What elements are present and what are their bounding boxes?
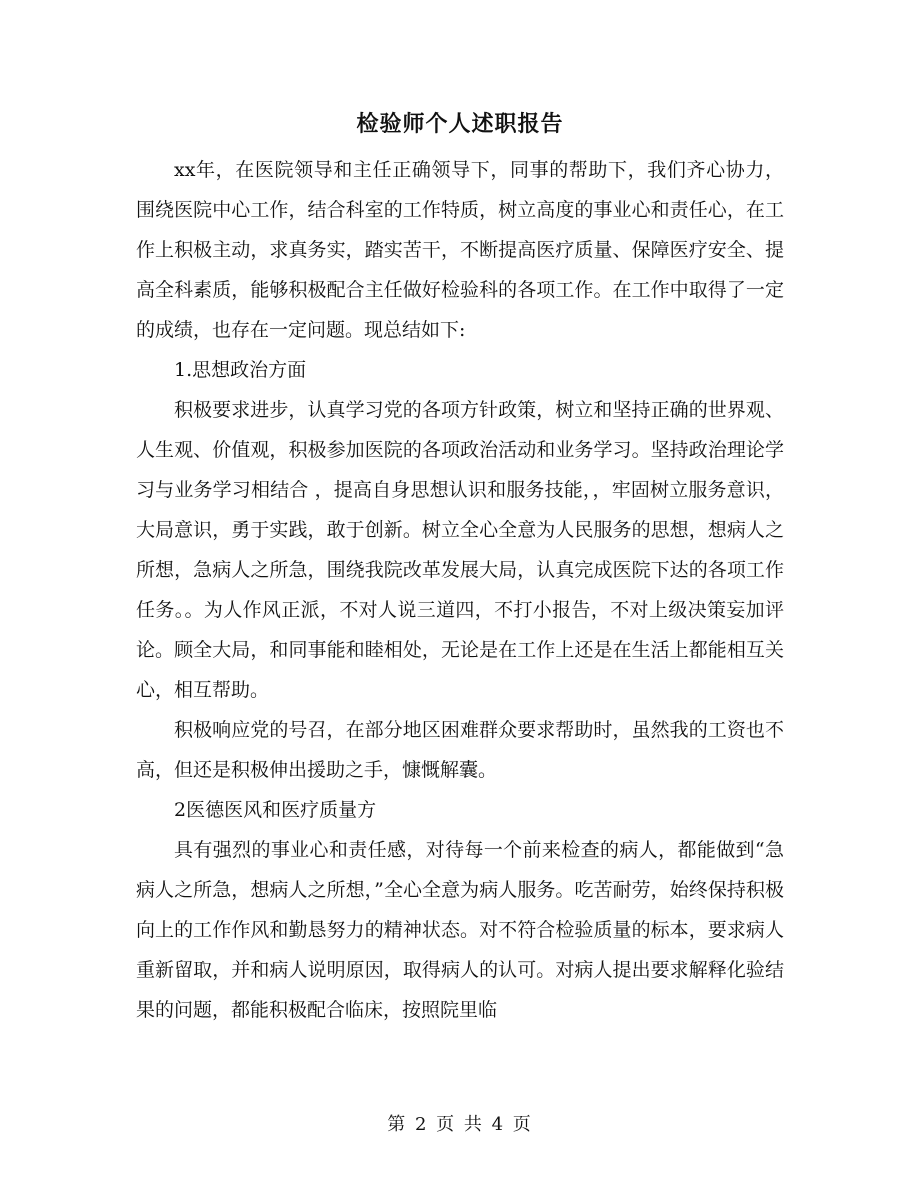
document-title: 检验师个人述职报告 [356, 111, 564, 137]
page-number-footer: 第 2 页 共 4 页 [387, 1114, 533, 1135]
section-heading-political: 1.思想政治方面 [174, 359, 307, 381]
paragraph-political: 积极要求进步，认真学习党的各项方针政策，树立和坚持正确的世界观、人生观、价值观，积极参加医院的各项政治活动和业务学习。坚持政治理论学习与业务学习相结合 ，提高自身思想认识和服务技能，，牢固树立服务意识，大局意识，勇于实践，敢于创新。树立全心全意为人民服务的思想，想病人之所想，急病人之所急，围绕我院改革发展大局，认真完成医院下达的各项工作任务。。为人作风正派，不对人说三道四，不打小报告，不对上级决策妄加评论。顾全大局，和同事能和睦相处，无论是在工作上还是在生活上都能相互关心，相互帮助。 [136, 399, 784, 701]
paragraph-ethics: 具有强烈的事业心和责任感，对待每一个前来检查的病人，都能做到“急病人之所急，想病人之所想，”全心全意为病人服务。吃苦耐劳，始终保持积极向上的工作作风和勤恳努力的精神状态。对不符合检验质量的标本，要求病人重新留取，并和病人说明原因，取得病人的认可。对病人提出要求解释化验结果的问题，都能积极配合临床，按照院里临 [136, 839, 784, 1021]
document-body [136, 150, 784, 1030]
paragraph-intro: xx年，在医院领导和主任正确领导下，同事的帮助下，我们齐心协力，围绕医院中心工作，结合科室的工作特质，树立高度的事业心和责任心，在工作上积极主动，求真务实，踏实苦干，不断提高医疗质量、保障医疗安全、提高全科素质，能够积极配合主任做好检验科的各项工作。在工作中取得了一定的成绩，也存在一定问题。现总结如下: [136, 159, 784, 341]
paragraph-assistance: 积极响应党的号召，在部分地区困难群众要求帮助时，虽然我的工资也不高，但还是积极伸出援助之手，慷慨解囊。 [136, 719, 784, 781]
section-heading-ethics: 2医德医风和医疗质量方 [174, 799, 377, 821]
